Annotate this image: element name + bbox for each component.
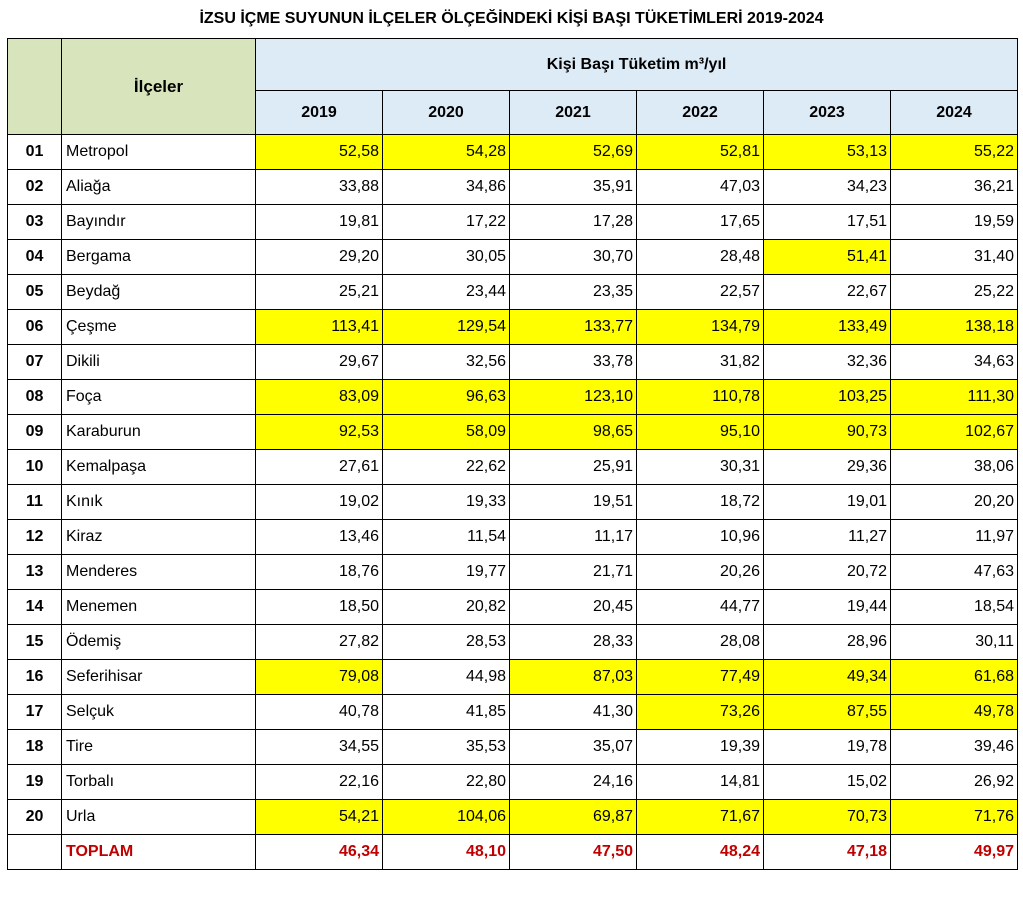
consumption-value: 70,73: [764, 800, 891, 835]
consumption-value: 32,36: [764, 345, 891, 380]
consumption-value: 19,01: [764, 485, 891, 520]
row-number: 08: [8, 380, 62, 415]
consumption-value: 129,54: [383, 310, 510, 345]
district-name: Bergama: [62, 240, 256, 275]
consumption-value: 30,31: [637, 450, 764, 485]
row-number: 11: [8, 485, 62, 520]
consumption-value: 19,78: [764, 730, 891, 765]
consumption-value: 32,56: [383, 345, 510, 380]
total-number-cell: [8, 835, 62, 870]
consumption-value: 19,44: [764, 590, 891, 625]
consumption-value: 24,16: [510, 765, 637, 800]
consumption-value: 51,41: [764, 240, 891, 275]
row-number: 09: [8, 415, 62, 450]
table-row: [8, 590, 1018, 625]
consumption-value: 71,67: [637, 800, 764, 835]
table-row: [8, 240, 1018, 275]
consumption-value: 19,39: [637, 730, 764, 765]
consumption-value: 73,26: [637, 695, 764, 730]
table-row: [8, 275, 1018, 310]
consumption-value: 40,78: [256, 695, 383, 730]
consumption-value: 19,59: [891, 205, 1018, 240]
consumption-value: 44,98: [383, 660, 510, 695]
table-row: [8, 800, 1018, 835]
consumption-value: 33,78: [510, 345, 637, 380]
consumption-value: 96,63: [383, 380, 510, 415]
consumption-value: 18,72: [637, 485, 764, 520]
consumption-value: 27,61: [256, 450, 383, 485]
consumption-value: 28,53: [383, 625, 510, 660]
consumption-value: 38,06: [891, 450, 1018, 485]
consumption-value: 138,18: [891, 310, 1018, 345]
district-name: Kınık: [62, 485, 256, 520]
row-number: 12: [8, 520, 62, 555]
consumption-value: 34,86: [383, 170, 510, 205]
total-label: TOPLAM: [62, 835, 256, 870]
row-number: 15: [8, 625, 62, 660]
consumption-value: 29,67: [256, 345, 383, 380]
table-row: [8, 625, 1018, 660]
consumption-value: 11,54: [383, 520, 510, 555]
row-number: 17: [8, 695, 62, 730]
row-number: 16: [8, 660, 62, 695]
header-year: 2020: [383, 91, 510, 135]
consumption-value: 98,65: [510, 415, 637, 450]
district-name: Menderes: [62, 555, 256, 590]
consumption-value: 52,81: [637, 135, 764, 170]
consumption-value: 133,49: [764, 310, 891, 345]
consumption-value: 113,41: [256, 310, 383, 345]
table-row: [8, 415, 1018, 450]
consumption-value: 22,57: [637, 275, 764, 310]
district-name: Tire: [62, 730, 256, 765]
table-row: [8, 695, 1018, 730]
consumption-value: 20,20: [891, 485, 1018, 520]
consumption-table: [7, 38, 1018, 870]
consumption-value: 44,77: [637, 590, 764, 625]
table-row: [8, 205, 1018, 240]
total-row: [8, 835, 1018, 870]
consumption-value: 20,26: [637, 555, 764, 590]
consumption-value: 22,16: [256, 765, 383, 800]
consumption-value: 102,67: [891, 415, 1018, 450]
consumption-value: 30,11: [891, 625, 1018, 660]
consumption-value: 134,79: [637, 310, 764, 345]
district-name: Dikili: [62, 345, 256, 380]
total-value: 49,97: [891, 835, 1018, 870]
consumption-value: 25,21: [256, 275, 383, 310]
table-row: [8, 555, 1018, 590]
consumption-value: 22,80: [383, 765, 510, 800]
table-title: İZSU İÇME SUYUNUN İLÇELER ÖLÇEĞİNDEKİ KİŞİ BAŞI TÜKETİMLERİ 2019-2024: [199, 10, 824, 27]
total-value: 48,10: [383, 835, 510, 870]
consumption-value: 31,40: [891, 240, 1018, 275]
consumption-value: 58,09: [383, 415, 510, 450]
district-name: Urla: [62, 800, 256, 835]
consumption-value: 54,28: [383, 135, 510, 170]
consumption-value: 35,53: [383, 730, 510, 765]
consumption-value: 90,73: [764, 415, 891, 450]
consumption-value: 30,70: [510, 240, 637, 275]
row-number: 03: [8, 205, 62, 240]
district-name: Kiraz: [62, 520, 256, 555]
district-name: Karaburun: [62, 415, 256, 450]
consumption-value: 61,68: [891, 660, 1018, 695]
header-year: 2023: [764, 91, 891, 135]
consumption-value: 71,76: [891, 800, 1018, 835]
consumption-value: 23,35: [510, 275, 637, 310]
consumption-value: 19,33: [383, 485, 510, 520]
consumption-value: 53,13: [764, 135, 891, 170]
row-number: 19: [8, 765, 62, 800]
consumption-value: 22,67: [764, 275, 891, 310]
row-number: 01: [8, 135, 62, 170]
consumption-value: 52,58: [256, 135, 383, 170]
total-value: 47,18: [764, 835, 891, 870]
total-value: 47,50: [510, 835, 637, 870]
table-row: [8, 660, 1018, 695]
consumption-value: 77,49: [637, 660, 764, 695]
consumption-value: 18,54: [891, 590, 1018, 625]
header-district: İlçeler: [62, 39, 256, 135]
consumption-value: 87,03: [510, 660, 637, 695]
consumption-value: 29,20: [256, 240, 383, 275]
consumption-value: 83,09: [256, 380, 383, 415]
consumption-value: 20,72: [764, 555, 891, 590]
consumption-value: 52,69: [510, 135, 637, 170]
consumption-value: 29,36: [764, 450, 891, 485]
district-name: Seferihisar: [62, 660, 256, 695]
consumption-value: 21,71: [510, 555, 637, 590]
consumption-value: 111,30: [891, 380, 1018, 415]
consumption-value: 17,28: [510, 205, 637, 240]
row-number: 02: [8, 170, 62, 205]
consumption-value: 20,82: [383, 590, 510, 625]
consumption-value: 18,76: [256, 555, 383, 590]
consumption-value: 25,91: [510, 450, 637, 485]
district-name: Ödemiş: [62, 625, 256, 660]
consumption-value: 26,92: [891, 765, 1018, 800]
district-name: Torbalı: [62, 765, 256, 800]
header-year: 2019: [256, 91, 383, 135]
consumption-value: 23,44: [383, 275, 510, 310]
consumption-value: 25,22: [891, 275, 1018, 310]
consumption-value: 35,07: [510, 730, 637, 765]
table-row: [8, 345, 1018, 380]
table-row: [8, 520, 1018, 555]
consumption-value: 19,81: [256, 205, 383, 240]
consumption-value: 11,97: [891, 520, 1018, 555]
consumption-value: 11,17: [510, 520, 637, 555]
consumption-value: 18,50: [256, 590, 383, 625]
header-consumption-group: Kişi Başı Tüketim m³/yıl: [256, 39, 1018, 91]
district-name: Foça: [62, 380, 256, 415]
consumption-value: 34,23: [764, 170, 891, 205]
district-name: Bayındır: [62, 205, 256, 240]
consumption-value: 123,10: [510, 380, 637, 415]
district-name: Metropol: [62, 135, 256, 170]
district-name: Aliağa: [62, 170, 256, 205]
row-number: 13: [8, 555, 62, 590]
consumption-value: 41,30: [510, 695, 637, 730]
table-row: [8, 135, 1018, 170]
consumption-value: 14,81: [637, 765, 764, 800]
consumption-value: 110,78: [637, 380, 764, 415]
consumption-value: 87,55: [764, 695, 891, 730]
consumption-value: 27,82: [256, 625, 383, 660]
row-number: 18: [8, 730, 62, 765]
consumption-value: 19,02: [256, 485, 383, 520]
consumption-value: 103,25: [764, 380, 891, 415]
consumption-value: 20,45: [510, 590, 637, 625]
consumption-value: 28,48: [637, 240, 764, 275]
consumption-value: 34,55: [256, 730, 383, 765]
consumption-value: 92,53: [256, 415, 383, 450]
consumption-value: 19,77: [383, 555, 510, 590]
table-row: [8, 310, 1018, 345]
table-row: [8, 450, 1018, 485]
table-row: [8, 485, 1018, 520]
row-number: 05: [8, 275, 62, 310]
consumption-value: 17,51: [764, 205, 891, 240]
consumption-value: 15,02: [764, 765, 891, 800]
table-row: [8, 380, 1018, 415]
consumption-value: 54,21: [256, 800, 383, 835]
row-number: 04: [8, 240, 62, 275]
consumption-value: 28,96: [764, 625, 891, 660]
consumption-value: 104,06: [383, 800, 510, 835]
table-row: [8, 765, 1018, 800]
consumption-value: 11,27: [764, 520, 891, 555]
consumption-value: 49,34: [764, 660, 891, 695]
consumption-value: 19,51: [510, 485, 637, 520]
header-number-cell: [8, 39, 62, 135]
consumption-value: 17,65: [637, 205, 764, 240]
row-number: 06: [8, 310, 62, 345]
consumption-value: 10,96: [637, 520, 764, 555]
table-row: [8, 170, 1018, 205]
consumption-value: 33,88: [256, 170, 383, 205]
consumption-value: 41,85: [383, 695, 510, 730]
consumption-value: 79,08: [256, 660, 383, 695]
consumption-value: 133,77: [510, 310, 637, 345]
consumption-value: 55,22: [891, 135, 1018, 170]
row-number: 10: [8, 450, 62, 485]
row-number: 14: [8, 590, 62, 625]
total-value: 46,34: [256, 835, 383, 870]
total-value: 48,24: [637, 835, 764, 870]
consumption-value: 22,62: [383, 450, 510, 485]
header-year: 2024: [891, 91, 1018, 135]
consumption-value: 47,63: [891, 555, 1018, 590]
row-number: 20: [8, 800, 62, 835]
consumption-value: 47,03: [637, 170, 764, 205]
consumption-value: 13,46: [256, 520, 383, 555]
consumption-value: 28,33: [510, 625, 637, 660]
district-name: Selçuk: [62, 695, 256, 730]
consumption-value: 39,46: [891, 730, 1018, 765]
consumption-value: 95,10: [637, 415, 764, 450]
consumption-value: 69,87: [510, 800, 637, 835]
consumption-value: 49,78: [891, 695, 1018, 730]
consumption-value: 35,91: [510, 170, 637, 205]
header-year: 2022: [637, 91, 764, 135]
district-name: Kemalpaşa: [62, 450, 256, 485]
district-name: Beydağ: [62, 275, 256, 310]
row-number: 07: [8, 345, 62, 380]
district-name: Menemen: [62, 590, 256, 625]
consumption-value: 34,63: [891, 345, 1018, 380]
district-name: Çeşme: [62, 310, 256, 345]
header-year: 2021: [510, 91, 637, 135]
consumption-value: 30,05: [383, 240, 510, 275]
consumption-value: 17,22: [383, 205, 510, 240]
consumption-value: 28,08: [637, 625, 764, 660]
table-row: [8, 730, 1018, 765]
consumption-value: 31,82: [637, 345, 764, 380]
consumption-value: 36,21: [891, 170, 1018, 205]
